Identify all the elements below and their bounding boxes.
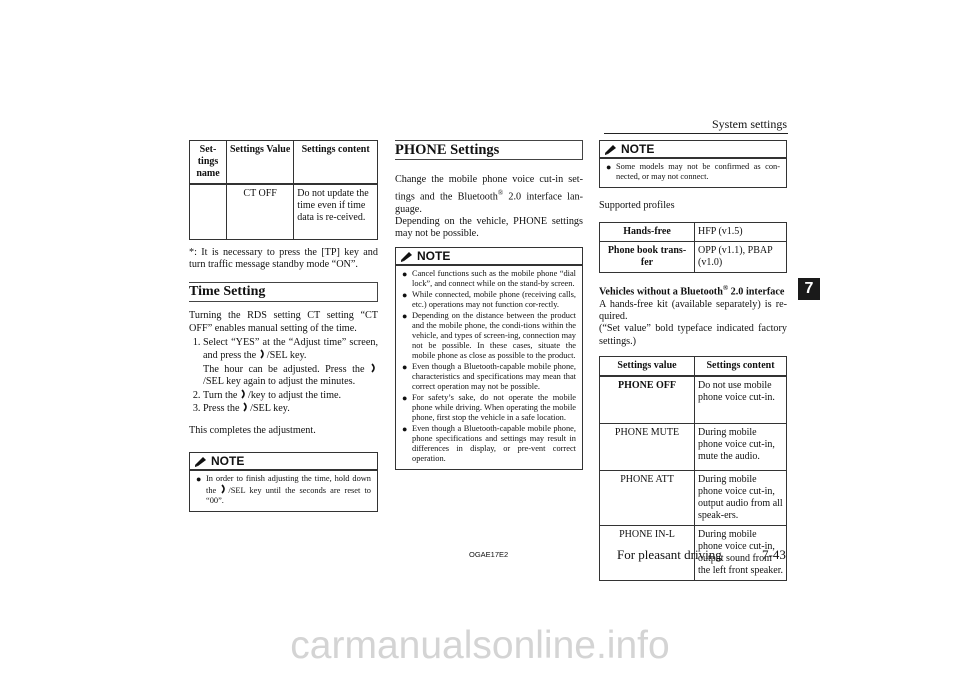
column-middle <box>395 140 583 470</box>
setting-value: PHONE IN-L <box>600 526 695 581</box>
chapter-tab: 7 <box>798 278 820 300</box>
note-item <box>402 362 576 392</box>
heading-text: 2.0 interface <box>728 286 785 298</box>
setting-content: During mobile phone voice cut-in, mute the audio. <box>695 424 787 471</box>
registered-mark: ® <box>497 188 504 197</box>
sel-knob-icon <box>240 389 248 399</box>
note-header <box>600 141 786 159</box>
profile-value: HFP (v1.5) <box>695 222 787 241</box>
profile-name: Phone book trans-fer <box>600 241 695 272</box>
table-header: Set- tings name <box>190 141 227 185</box>
column-left <box>189 140 378 512</box>
footnote: *: It is necessary to press the [TP] key and turn traffic message standby mode “ON”. <box>189 247 378 271</box>
rds-settings-table <box>189 140 378 240</box>
table-cell <box>190 184 227 240</box>
note-item <box>402 269 576 289</box>
supported-profiles-label: Supported profiles <box>599 200 675 212</box>
sel-knob-icon <box>259 349 267 359</box>
handsfree-requirement: A hands-free kit (available separately) is re-quired. <box>599 298 787 323</box>
steps-list <box>189 337 378 415</box>
step-text: /SEL key. <box>266 350 307 362</box>
profile-value: OPP (v1.1), PBAP (v1.0) <box>695 241 787 272</box>
bullet-icon: ● <box>402 311 408 322</box>
running-header: System settings <box>712 117 788 131</box>
note-text: Even though a Bluetooth-capable mobile phone, phone specifications and settings may result in differences in display, or pre-vent correct operation. <box>412 424 576 464</box>
pencil-note-icon <box>604 144 618 155</box>
header-rule <box>604 133 788 134</box>
pencil-note-icon <box>400 251 414 262</box>
step-text: Press the <box>203 403 243 415</box>
step-text: Turn the <box>203 389 240 401</box>
sel-knob-icon <box>370 363 378 373</box>
profile-name: Hands-free <box>600 222 695 241</box>
time-setting-intro: Turning the RDS setting CT setting “CT OFF” enables manual setting of the time. <box>189 310 378 334</box>
phone-availability: Depending on the vehicle, PHONE settings may not be possible. <box>395 216 583 240</box>
watermark: carmanualsonline.info <box>290 624 670 667</box>
note-text: Depending on the distance between the product and the mobile phone, the condi-tions within the vehicle, and types of screen-ing, connection may not be possible. In these cases, situate the mobile phone as close as possible to the product. <box>412 311 576 361</box>
note-item <box>402 424 576 464</box>
bullet-icon: ● <box>402 290 408 301</box>
note-text: Cancel functions such as the mobile phone “dial lock”, and connect while on the stand-by screen. <box>412 269 576 289</box>
note-box <box>189 452 378 512</box>
footer-section-title: For pleasant driving <box>617 547 722 562</box>
note-item <box>402 290 576 310</box>
section-title-phone-settings: PHONE Settings <box>395 140 583 160</box>
note-body <box>396 266 582 469</box>
note-item <box>402 311 576 361</box>
note-label: NOTE <box>417 248 451 263</box>
table-cell: CT OFF <box>227 184 294 240</box>
table-header: Settings content <box>695 357 787 377</box>
step-item <box>203 389 378 402</box>
note-box <box>599 140 787 188</box>
note-text-part: /SEL key until the seconds are reset to “00”. <box>206 486 371 506</box>
bullet-icon: ● <box>402 393 408 404</box>
setting-value: PHONE ATT <box>600 471 695 526</box>
setting-content: During mobile phone voice cut-in, output sound from the left front speaker. <box>695 526 787 581</box>
setting-content: Do not use mobile phone voice cut-in. <box>695 376 787 424</box>
note-header <box>190 453 377 471</box>
note-item <box>402 393 576 423</box>
step-item <box>203 337 378 389</box>
note-text: While connected, mobile phone (receiving calls, etc.) operations may not function cor-rectly. <box>412 290 576 310</box>
note-item <box>606 162 780 182</box>
bullet-icon: ● <box>402 424 408 435</box>
bullet-icon: ● <box>606 162 612 173</box>
bullet-icon: ● <box>402 362 408 373</box>
phone-intro-text: Change the mobile phone voice cut-in set-tings and the Bluetooth <box>395 174 583 203</box>
setting-value: PHONE OFF <box>600 376 695 424</box>
bullet-icon: ● <box>402 269 408 280</box>
profiles-table <box>599 222 787 273</box>
table-header: Settings Value <box>227 141 294 185</box>
note-body <box>190 471 377 511</box>
vehicles-heading <box>599 282 787 299</box>
step-text: Select “YES” at the “Adjust time” screen, and press the <box>203 337 378 362</box>
column-right <box>599 140 787 581</box>
section-title-time-setting: Time Setting <box>189 282 378 302</box>
phone-intro <box>395 174 583 216</box>
note-label: NOTE <box>621 142 655 156</box>
note-label: NOTE <box>211 453 245 468</box>
sel-knob-icon <box>242 402 250 412</box>
setting-value: PHONE MUTE <box>600 424 695 471</box>
note-text: Some models may not be confirmed as con-nected, or may not connect. <box>616 162 780 182</box>
note-item <box>196 474 371 506</box>
factory-settings-note: (“Set value” bold typeface indicated factory settings.) <box>599 323 787 347</box>
completion-text: This completes the adjustment. <box>189 425 316 437</box>
step-subtext <box>203 363 378 389</box>
table-cell: Do not update the time even if time data is re-ceived. <box>294 184 378 240</box>
step-text: The hour can be adjusted. Press the <box>203 363 370 375</box>
note-text: Even though a Bluetooth-capable mobile phone, characteristics and specifications may mean that correct operation may not be possible. <box>412 362 576 392</box>
phone-intro-text: 2.0 interface lan-guage. <box>395 191 583 215</box>
note-box <box>395 247 583 470</box>
step-item <box>203 402 378 415</box>
step-text: /SEL key. <box>250 403 290 415</box>
pencil-note-icon <box>194 456 208 467</box>
setting-content: During mobile phone voice cut-in, output audio from all speak-ers. <box>695 471 787 526</box>
note-text: For safety’s sake, do not operate the mobile phone while driving. When operating the mobile phone, first stop the vehicle in a safe location. <box>412 393 576 423</box>
document-code: OGAE17E2 <box>469 550 509 559</box>
heading-text: Vehicles without a Bluetooth <box>599 286 723 298</box>
table-header: Settings content <box>294 141 378 185</box>
page-number: 7-43 <box>762 547 786 562</box>
note-header <box>396 248 582 266</box>
table-header: Settings value <box>600 357 695 377</box>
step-text: /key to adjust the time. <box>247 389 342 401</box>
bullet-icon: ● <box>196 474 202 485</box>
note-text-part: In order to finish adjusting the time, hold down the <box>206 474 371 496</box>
step-text: /SEL key again to adjust the minutes. <box>203 376 356 388</box>
registered-mark: ® <box>722 283 729 292</box>
note-body <box>600 159 786 187</box>
note-text <box>206 474 371 506</box>
